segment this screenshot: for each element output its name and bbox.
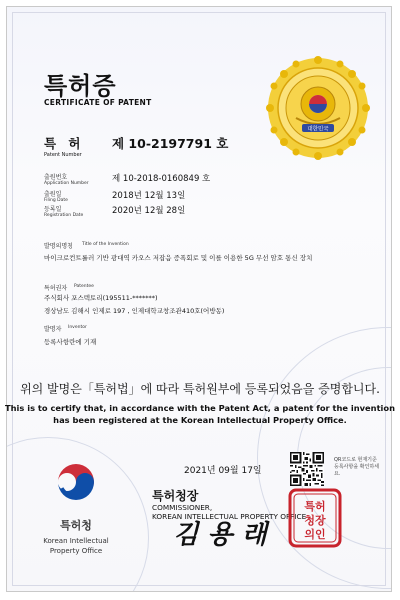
patentee-name: 주식회사 포스텍토리(195511-*******): [44, 294, 158, 302]
patent-number-label-en: Patent Number: [44, 152, 82, 158]
inventor-label-en: Inventor: [68, 325, 87, 330]
office-name-en-line1: Korean Intellectual: [43, 537, 109, 545]
qr-instruction: [334, 457, 384, 478]
invention-title-label: 발명의명칭: [44, 243, 73, 250]
patentee-label: 특허권자: [44, 285, 68, 292]
application-number-label-en: Application Number: [44, 181, 89, 186]
kipo-logo-icon: [52, 458, 100, 506]
patent-number-label: 특 허: [44, 136, 85, 151]
commissioner-title-kr: 특허청장: [152, 489, 199, 503]
inventor-label: 발명자: [44, 326, 62, 333]
certification-statement-en-line1: This is to certify that, in accordance with the Patent Act, a patent for the invention: [4, 403, 396, 413]
svg-text:특허: 특허: [304, 500, 326, 513]
official-stamp-icon: [288, 488, 342, 548]
filing-date-value: 2018년 12월 13일: [112, 191, 186, 201]
application-number-value: 제 10-2018-0160849 호: [112, 174, 211, 184]
application-number-label: 출원번호: [44, 174, 68, 181]
filing-date-label-en: Filing Date: [44, 198, 68, 203]
svg-text:의인: 의인: [304, 528, 326, 541]
qr-instruction-line2: 등록사항을 확인하세요.: [334, 464, 380, 477]
office-name-en-line2: Property Office: [49, 547, 103, 555]
invention-title-value: 마이크로컨트롤러 기반 광대역 카오스 저잡음 증폭회로 및 이를 이용한 5G 무선 암호 통신 장치: [44, 254, 313, 262]
certification-statement-kr: 위의 발명은「특허법」에 따라 특허원부에 등록되었음을 증명합니다.: [20, 382, 380, 396]
certification-statement-en-line2: has been registered at the Korean Intellectual Property Office.: [53, 415, 347, 425]
patent-number-value: 제 10-2197791 호: [112, 136, 229, 151]
invention-title-label-en: Title of the Invention: [82, 242, 129, 247]
gold-seal-icon: [266, 56, 370, 160]
registration-date-value: 2020년 12월 28일: [112, 206, 186, 216]
commissioner-signature: [168, 513, 272, 553]
registration-date-label: 등록일: [44, 206, 62, 213]
certificate-title-en: CERTIFICATE OF PATENT: [44, 98, 152, 107]
patentee-label-en: Patentee: [74, 284, 94, 289]
patentee-address: 경상남도 김해시 인제로 197 , 인제대학교창조관410호(어방동): [44, 307, 225, 315]
filing-date-label: 출원일: [44, 191, 62, 198]
issue-date: 2021년 09월 17일: [184, 466, 262, 476]
qr-code-icon: [290, 452, 324, 486]
certificate-title: 특허증: [44, 72, 117, 100]
office-name-kr: 특허청: [60, 519, 92, 532]
svg-text:청장: 청장: [304, 514, 326, 527]
commissioner-title-en-line2: KOREAN INTELLECTUAL PROPERTY OFFICE: [152, 512, 307, 521]
inventor-value: 등록사항란에 기재: [44, 338, 97, 346]
seal-text: 대한민국: [307, 126, 329, 133]
qr-instruction-line1: QR코드로 현재기준: [334, 457, 377, 463]
registration-date-label-en: Registration Date: [44, 213, 84, 218]
svg-text:김 용 래: 김 용 래: [173, 520, 267, 550]
commissioner-title-en-line1: COMMISSIONER,: [152, 503, 213, 512]
